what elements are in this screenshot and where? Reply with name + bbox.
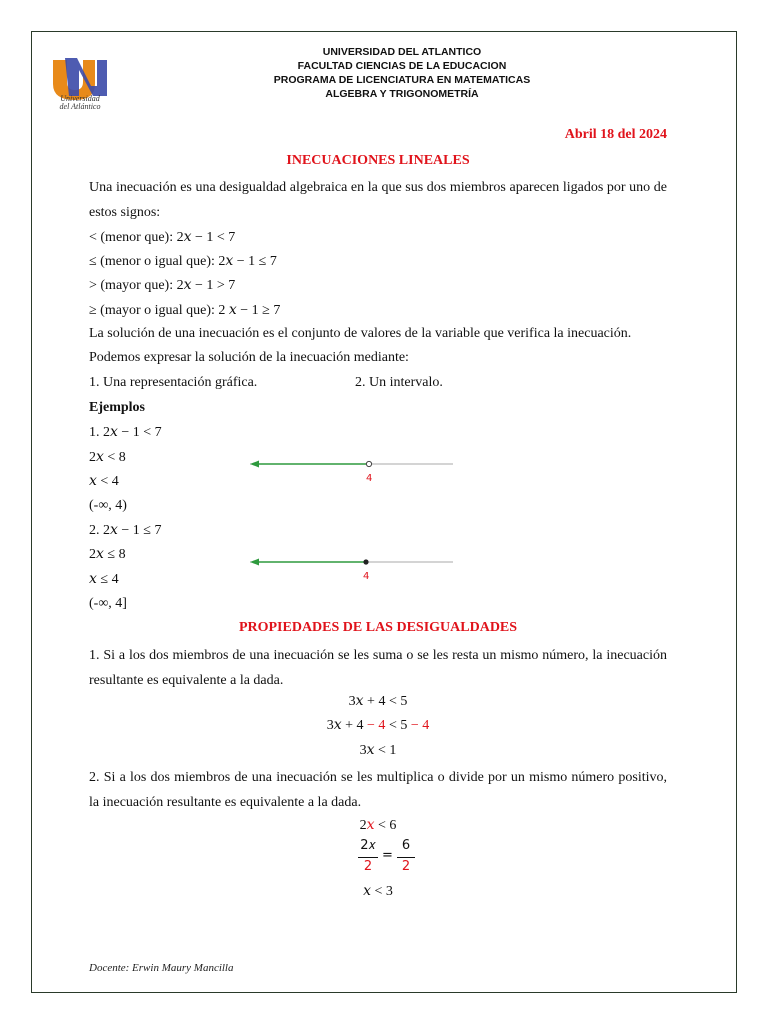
fraction-right-numerator: 6 xyxy=(401,838,411,853)
number-line-closed xyxy=(245,550,460,580)
eq2-right-subtract: − 4 xyxy=(407,718,430,733)
option-graphic: 1. Una representación gráfica. xyxy=(89,375,258,390)
sign-less-equal: ≤ (menor o igual que): 2𝑥 − 1 ≤ 7 xyxy=(89,254,277,269)
fraction-right-denominator: 2 xyxy=(401,859,411,874)
eq2-left-subtract: − 4 xyxy=(363,718,386,733)
property2-equation1 xyxy=(89,817,667,834)
example1-step3: 𝑥 < 4 xyxy=(89,474,119,489)
arrow-left-icon xyxy=(250,461,259,468)
property1-equation1: 3𝑥 + 4 < 5 xyxy=(348,694,408,709)
section-title-propiedades: PROPIEDADES DE LAS DESIGUALDADES xyxy=(238,620,518,635)
footer-teacher: Docente: Erwin Maury Mancilla xyxy=(89,962,234,974)
example2-interval: (-∞, 4] xyxy=(89,596,127,611)
open-point-icon xyxy=(366,461,371,466)
property2-equation3: 𝑥 < 3 xyxy=(363,884,393,899)
logo-caption xyxy=(47,95,113,111)
eq2-right: < 5 xyxy=(385,718,408,733)
eq-coefficient: 2 xyxy=(359,818,367,833)
example1-step2: 2𝑥 < 8 xyxy=(89,450,126,465)
header-program: PROGRAMA DE LICENCIATURA EN MATEMATICAS xyxy=(273,74,531,86)
solution-definition: La solución de una inecuación es el conjunto de valores de la variable que verifica la inecuación. xyxy=(89,326,632,341)
fraction-left-bar xyxy=(358,857,378,858)
eq-variable: 𝑥 xyxy=(366,818,375,833)
sign-greater-than: > (mayor que): 2𝑥 − 1 > 7 xyxy=(89,278,236,293)
document-date: Abril 18 del 2024 xyxy=(564,127,667,142)
property1-equation3: 3𝑥 < 1 xyxy=(359,743,397,758)
fraction-left-denominator: 2 xyxy=(363,859,373,874)
intro-paragraph: Una inecuación es una desigualdad algebraica en la que sus dos miembros aparecen ligados por uno de estos signos: xyxy=(89,180,667,220)
example2-step2: 2𝑥 ≤ 8 xyxy=(89,547,126,562)
arrow-left-icon xyxy=(250,559,259,566)
example1-step1: 1. 2𝑥 − 1 < 7 xyxy=(89,425,162,440)
point-label: 4 xyxy=(363,571,370,580)
property1-text: 1. Si a los dos miembros de una inecuación se les suma o se les resta un mismo número, la inecuación resultante es equivalente a la dada. xyxy=(89,648,667,688)
property1-equation2 xyxy=(89,717,667,734)
property2-text: 2. Si a los dos miembros de una inecuación se les multiplica o divide por un mismo número positivo, la inecuación resultante es equivalente a la dada. xyxy=(89,770,667,810)
property2-fraction-equation xyxy=(340,838,430,880)
option-interval: 2. Un intervalo. xyxy=(355,375,443,390)
document-header xyxy=(160,45,644,101)
example1-interval: (-∞, 4) xyxy=(89,498,127,513)
eq-rhs: < 6 xyxy=(374,818,397,833)
number-line-open xyxy=(245,452,460,482)
solution-expression: Podemos expresar la solución de la inecuación mediante: xyxy=(89,350,409,365)
point-label: 4 xyxy=(366,473,373,482)
section-title-inecuaciones: INECUACIONES LINEALES xyxy=(286,153,470,168)
eq2-left: 3𝑥 + 4 xyxy=(326,718,364,733)
header-university: UNIVERSIDAD DEL ATLANTICO xyxy=(322,46,482,58)
logo-caption-line2: del Atlántico xyxy=(59,102,101,111)
example2-step3: 𝑥 ≤ 4 xyxy=(89,572,119,587)
examples-title: Ejemplos xyxy=(89,400,145,415)
sign-greater-equal: ≥ (mayor o igual que): 2 𝑥 − 1 ≥ 7 xyxy=(89,303,281,318)
header-course: ALGEBRA Y TRIGONOMETRÍA xyxy=(325,88,479,100)
fraction-right-bar xyxy=(397,857,415,858)
header-faculty: FACULTAD CIENCIAS DE LA EDUCACION xyxy=(297,60,507,72)
logo-caption-line1: Universidad xyxy=(60,94,100,103)
sign-less-than: < (menor que): 2𝑥 − 1 < 7 xyxy=(89,230,236,245)
closed-point-icon xyxy=(363,559,368,564)
example2-step1: 2. 2𝑥 − 1 ≤ 7 xyxy=(89,523,162,538)
fraction-equals: = xyxy=(382,848,393,863)
fraction-left-numerator: 2𝑥 xyxy=(360,838,376,853)
